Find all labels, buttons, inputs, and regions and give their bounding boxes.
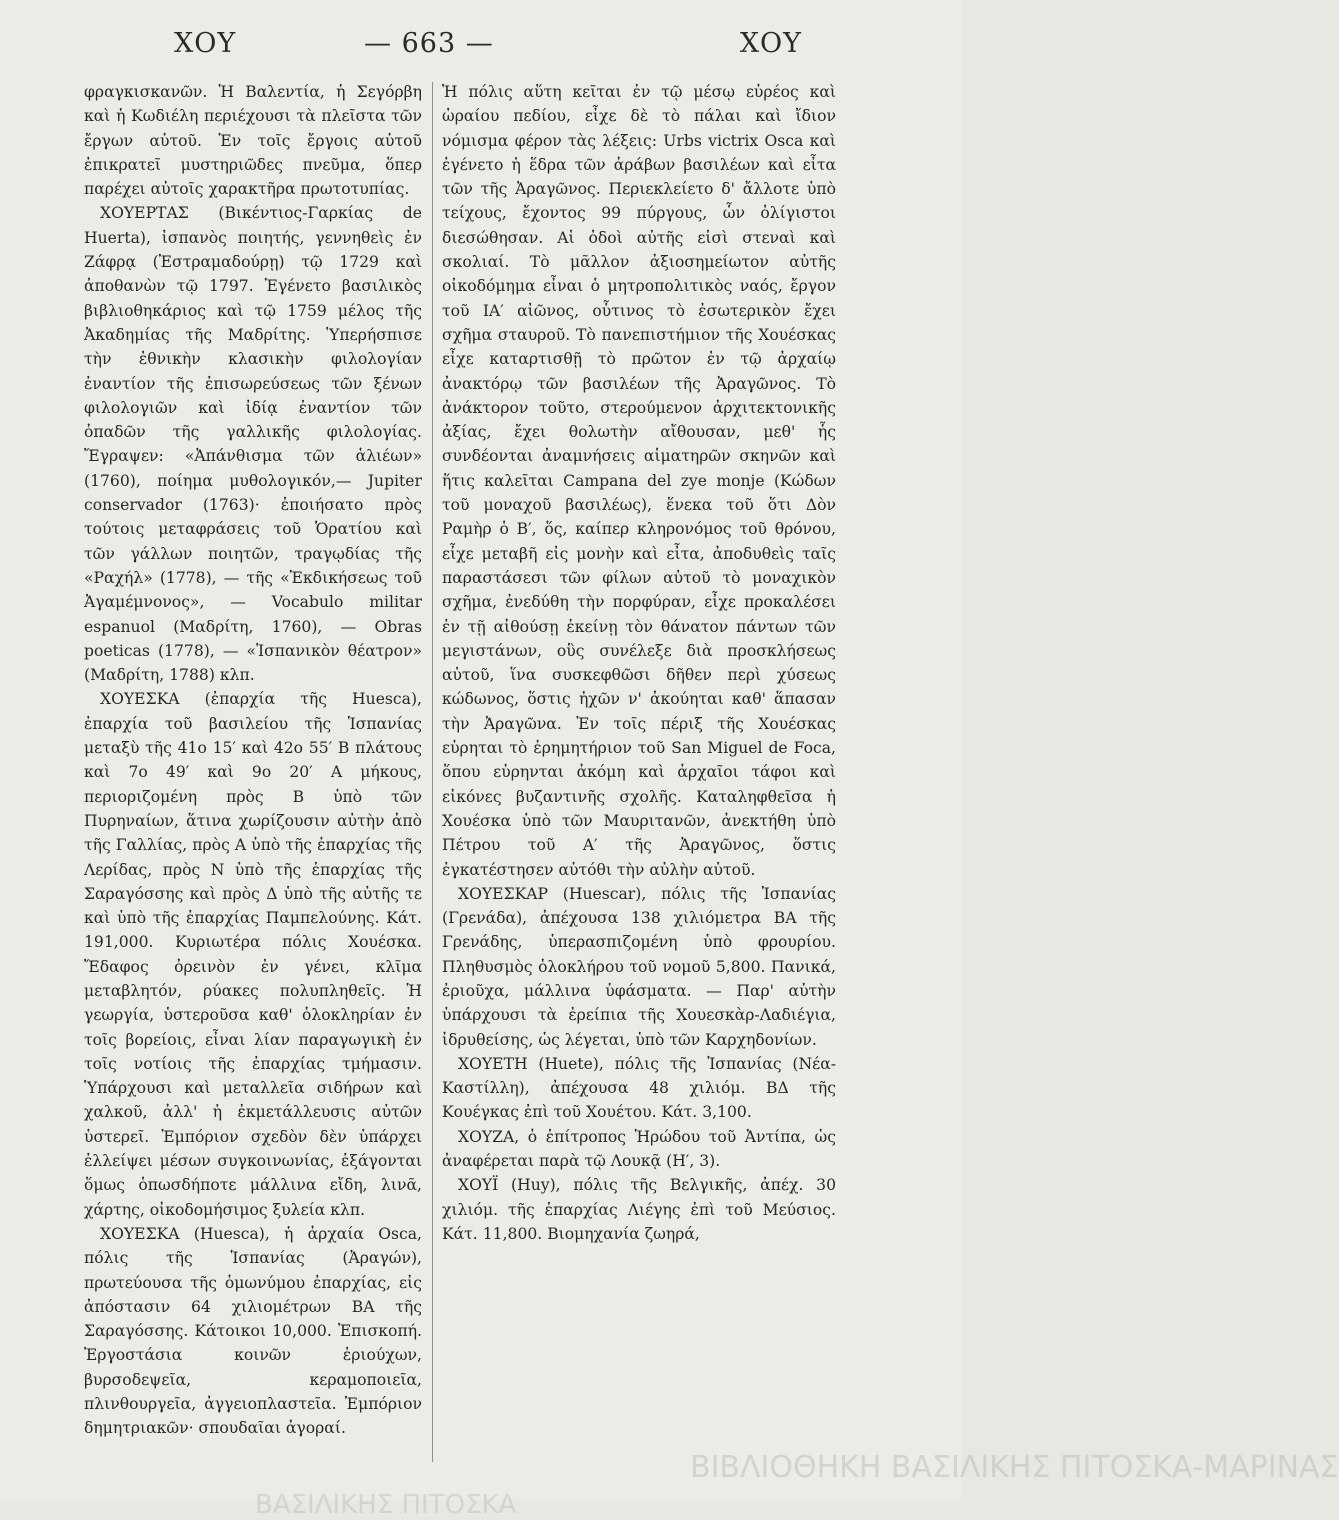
entry-xouertas: ΧΟΥΕΡΤΑΣ (Βικέντιος-Γαρκίας de Huerta), ἱσπανὸς ποιητής, γεννηθεὶς ἐν Ζάφρᾳ (Ἐστραμαδούρῃ) τῷ 1729 καὶ ἀποθανὼν τῷ 1797. Ἐγένετο βασιλικὸς βιβλιοθηκάριος καὶ τῷ 1759 μέλος τῆς Ἀκαδημίας τῆς Μαδρίτης. Ὑπερήσπισε τὴν ἐθνικὴν κλασικὴν φιλολογίαν ἐναντίον τῆς ἐπισωρεύσεως τῶν ξένων φιλολογιῶν καὶ ἰδίᾳ ἐναντίον τῶν ὀπαδῶν τῆς γαλλικῆς φιλολογίας. Ἔγραψεν: «Ἀπάνθισμα τῶν ἁλιέων» (1760), ποίημα μυθολογικόν,— Jupiter conservador (1763)· ἐποιήσατο πρὸς τούτοις μεταφράσεις τοῦ Ὁρατίου καὶ τῶν γάλλων ποιητῶν, τραγῳδίας τῆς «Ραχήλ» (1778), — τῆς «Ἐκδικήσεως τοῦ Ἀγαμέμνονος», — Vocabulo militar espanuol (Μαδρίτη, 1760), — Obras poeticas (1778), — «Ἱσπανικὸν θέατρον» (Μαδρίτη, 1788) κλπ. [84, 204, 422, 685]
page-header [72, 28, 862, 72]
header-left: ΧΟΥ [174, 28, 237, 59]
page-number: — 663 — [364, 28, 494, 59]
entry-xouza: ΧΟΥΖΑ, ὁ ἐπίτροπος Ἡρώδου τοῦ Ἀντίπα, ὡς ἀναφέρεται παρὰ τῷ Λουκᾷ (Η′, 3). [442, 1127, 836, 1171]
left-column [84, 80, 422, 1441]
entry-xoueska-city: ΧΟΥΕΣΚΑ (Huesca), ἡ ἀρχαία Osca, πόλις τῆς Ἱσπανίας (Ἀραγών), πρωτεύουσα τῆς ὁμωνύμου ἐπαρχίας, εἰς ἀπόστασιν 64 χιλιομέτρων ΒΑ τῆς Σαραγόσσης. Κάτοικοι 10,000. Ἐπισκοπή. Ἐργοστάσια κοινῶν ἐριούχων, βυρσοδεψεῖα, κεραμοποιεῖα, πλινθουργεῖα, ἀγγειοπλαστεῖα. Ἐμπόριον δημητριακῶν· σπουδαῖαι ἀγοραί. [84, 1224, 422, 1438]
entry-xoui: ΧΟΥΪ (Huy), πόλις τῆς Βελγικῆς, ἀπέχ. 30 χιλιόμ. τῆς ἐπαρχίας Λιέγης ἐπὶ τοῦ Μεύσιος. Κάτ. 11,800. Βιομηχανία ζωηρά, [442, 1176, 836, 1243]
column-divider [432, 82, 433, 1462]
entry-continuation: φραγκισκανῶν. Ἡ Βαλεντία, ἡ Σεγόρβη καὶ ἡ Κωδιέλη περιέχουσι τὰ πλεῖστα τῶν ἔργων αὐτοῦ. Ἐν τοῖς ἔργοις αὐτοῦ ἐπικρατεῖ μυστηριῶδες πνεῦμα, ὅπερ παρέχει αὐτοῖς χαρακτῆρα πρωτοτυπίας. [84, 83, 422, 199]
right-column [442, 80, 836, 1246]
entry-xoueska-province: ΧΟΥΕΣΚΑ (ἐπαρχία τῆς Huesca), ἐπαρχία τοῦ βασιλείου τῆς Ἱσπανίας μεταξὺ τῆς 41ο 15′ καὶ 42ο 55′ Β πλάτους καὶ 7ο 49′ καὶ 9ο 20′ Α μήκους, περιοριζομένη πρὸς Β ὑπὸ τῶν Πυρηναίων, ἅτινα χωρίζουσιν αὐτὴν ἀπὸ τῆς Γαλλίας, πρὸς Α ὑπὸ τῆς ἐπαρχίας τῆς Λερίδας, πρὸς Ν ὑπὸ τῆς ἐπαρχίας τῆς Σαραγόσσης καὶ πρὸς Δ ὑπὸ τῆς αὐτῆς τε καὶ ὑπὸ τῆς ἐπαρχίας Παμπελούνης. Κάτ. 191,000. Κυριωτέρα πόλις Χουέσκα. Ἔδαφος ὀρεινὸν ἐν γένει, κλῖμα μεταβλητόν, ρύακες πολυπληθεῖς. Ἡ γεωργία, ὑστεροῦσα καθ' ὁλοκληρίαν ἐν τοῖς βορείοις, εἶναι λίαν παραγωγικὴ ἐν τοῖς νοτίοις τῆς ἐπαρχίας τμήμασιν. Ὑπάρχουσι καὶ μεταλλεῖα σιδήρων καὶ χαλκοῦ, ἀλλ' ἡ ἐκμετάλλευσις αὐτῶν ὑστερεῖ. Ἐμπόριον σχεδὸν δὲν ὑπάρχει ἐλλείψει μέσων συγκοινωνίας, ἐξάγονται ὅμως ὁπωσδήποτε μάλλινα εἴδη, λινᾶ, χάρτης, οἰκοδομήσιμος ξυλεία κλπ. [84, 690, 422, 1219]
entry-xoueska-city-continued: Ἡ πόλις αὕτη κεῖται ἐν τῷ μέσῳ εὐρέος καὶ ὡραίου πεδίου, εἶχε δὲ τὸ πάλαι καὶ ἴδιον νόμισμα φέρον τὰς λέξεις: Urbs victrix Osca καὶ ἐγένετο ἡ ἕδρα τῶν ἀράβων βασιλέων καὶ εἶτα τῶν τῆς Ἀραγῶνος. Περιεκλείετο δ' ἄλλοτε ὑπὸ τείχους, ἔχοντος 99 πύργους, ὧν ὀλίγιστοι διεσώθησαν. Αἱ ὁδοὶ αὐτῆς εἰσὶ στεναὶ καὶ σκολιαί. Τὸ μᾶλλον ἀξιοσημείωτον αὐτῆς οἰκοδόμημα εἶναι ὁ μητροπολιτικὸς ναός, ἔργον τοῦ ΙΑ′ αἰῶνος, οὗτινος τὸ ἐσωτερικὸν ἔχει σχῆμα σταυροῦ. Τὸ πανεπιστήμιον τῆς Χουέσκας εἶχε καταρτισθῇ τὸ πρῶτον ἐν τῷ ἀρχαίῳ ἀνακτόρῳ τῶν βασιλέων τῆς Ἀραγῶνος. Τὸ ἀνάκτορον τοῦτο, στερούμενον ἀρχιτεκτονικῆς ἀξίας, ἔχει θολωτὴν αἴθουσαν, μεθ' ἧς συνδέονται ἀναμνήσεις αἱματηρῶν σκηνῶν καὶ ἥτις καλεῖται Campana del zye monje (Κώδων τοῦ μοναχοῦ βασιλέως), ἕνεκα τοῦ ὅτι Δὸν Ραμὴρ ὁ Β′, ὅς, καίπερ κληρονόμος τοῦ θρόνου, εἶχε μεταβῆ εἰς μονὴν καὶ εἶτα, ἀποδυθεὶς ταῖς παραστάσεσι τῶν φίλων αὐτοῦ τὸ μοναχικὸν σχῆμα, ἐνεδύθη τὴν πορφύραν, εἶχε προκαλέσει ἐν τῇ αἰθούσῃ ἐκείνῃ τὸν θάνατον πάντων τῶν μεγιστάνων, οὓς συνέλεξε διὰ προσκλήσεως αὐτοῦ, ἵνα συσκεφθῶσι δῆθεν περὶ χύσεως κώδωνος, ὅστις ἠχῶν ν' ἀκούηται καθ' ἅπασαν τὴν Ἀραγῶνα. Ἐν τοῖς πέριξ τῆς Χουέσκας εὑρηται τὸ ἐρημητήριον τοῦ San Miguel de Foca, ὅπου εὑρηνται ἀκόμη καὶ ἀρχαῖοι τάφοι καὶ εἰκόνες βυζαντινῆς σχολῆς. Καταληφθεῖσα ἡ Χουέσκα ὑπὸ τῶν Μαυριτανῶν, ἀνεκτήθη ὑπὸ Πέτρου τοῦ Α′ τῆς Ἀραγῶνος, ὅστις ἐγκατέστησεν αὐτόθι τὴν αὐλὴν αὐτοῦ. [442, 83, 836, 879]
entry-xouete: ΧΟΥΕΤΗ (Huete), πόλις τῆς Ἱσπανίας (Νέα-Καστίλλη), ἀπέχουσα 48 χιλιόμ. ΒΔ τῆς Κουέγκας ἐπὶ τοῦ Χουέτου. Κάτ. 3,100. [442, 1054, 836, 1122]
watermark-secondary: ΒΑΣΙΛΙΚΗΣ ΠΙΤΟΣΚΑ [255, 1490, 517, 1520]
header-right: ΧΟΥ [739, 28, 802, 59]
watermark: ΒΙΒΛΙΟΘΗΚΗ ΒΑΣΙΛΙΚΗΣ ΠΙΤΟΣΚΑ-ΜΑΡΙΝΑΣ [690, 1450, 1339, 1485]
entry-xoueskar: ΧΟΥΕΣΚΑΡ (Huescar), πόλις τῆς Ἱσπανίας (Γρενάδα), ἀπέχουσα 138 χιλιόμετρα ΒΑ τῆς Γρενάδης, ὑπερασπιζομένη ὑπὸ φρουρίου. Πληθυσμὸς ὁλοκλήρου τοῦ νομοῦ 5,800. Πανικά, ἐριοῦχα, μάλλινα ὑφάσματα. — Παρ' αὐτὴν ὑπάρχουσι τὰ ἐρείπια τῆς Χουεσκὰρ-Λαδιέγια, ἱδρυθείσης, ὡς λέγεται, ὑπὸ τῶν Καρχηδονίων. [442, 884, 836, 1049]
